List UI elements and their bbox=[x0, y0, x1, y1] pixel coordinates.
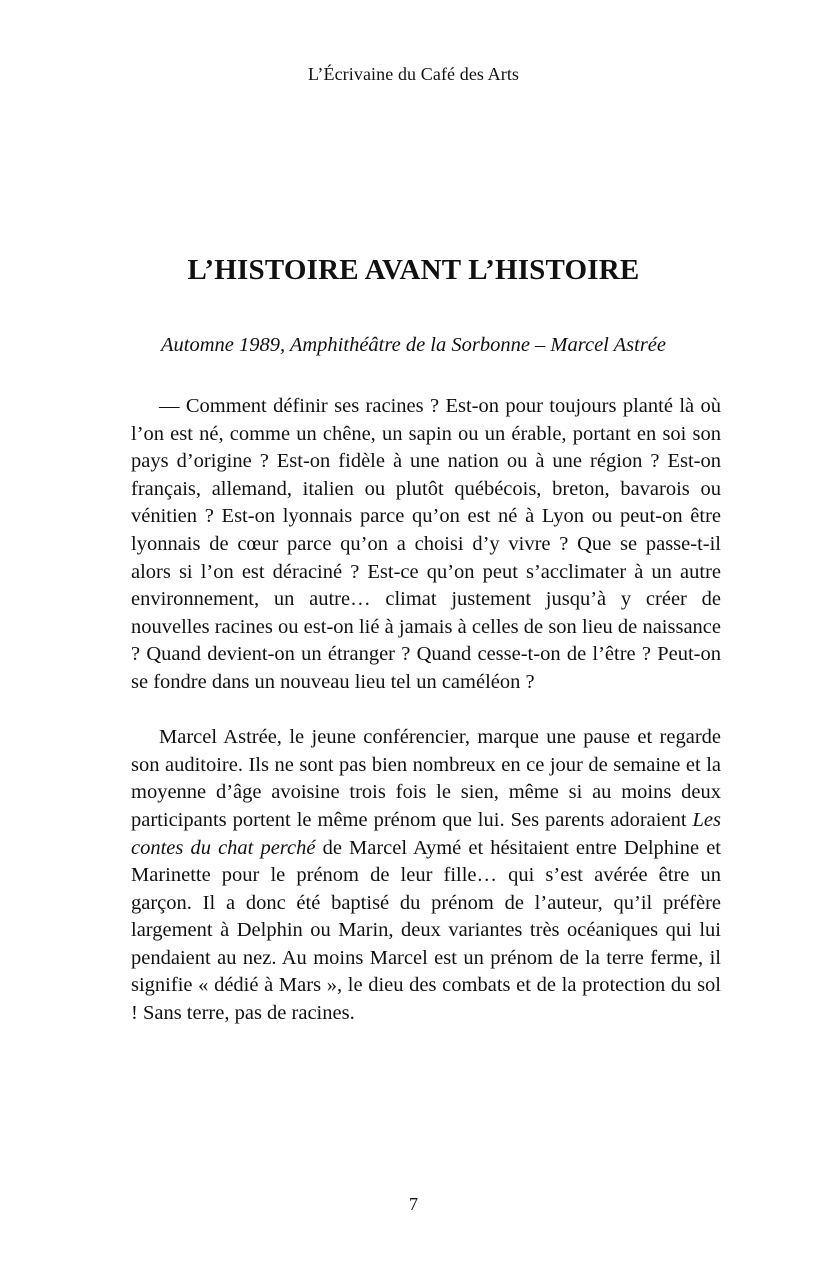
chapter-epigraph: Automne 1989, Amphithéâtre de la Sorbonne – Marcel Astrée bbox=[160, 334, 666, 356]
paragraph-1: — Comment définir ses racines ? Est-on pour toujours planté là où l’on est né, comme un chêne, un sapin ou un érable, portant en soi son pays d’origine ? Est-on fidèle à une nation ou à une région ? Est-on français, allemand, italien ou plutôt québécois, breton, bavarois ou vénitien ? Est-on lyonnais parce qu’on est né à Lyon ou peut-on être lyonnais de cœur parce qu’on a choisi d’y vivre ? Que se passe-t-il alors si l’on est déraciné ? Est-ce qu’on peut s’acclimater à un autre environnement, un autre… climat justement jusqu’à y créer de nouvelles racines ou est-on lié à jamais à celles de son lieu de naissance ? Quand devient-on un étranger ? Quand cesse-t-on de l’être ? Peut-on se fondre dans un nouveau lieu tel un caméléon ? bbox=[131, 395, 721, 693]
running-header: L’Écrivaine du Café des Arts bbox=[307, 64, 520, 84]
page-number: 7 bbox=[409, 1194, 418, 1214]
body-text bbox=[131, 393, 721, 1028]
paragraph-2-start: Marcel Astrée, le jeune conférencier, marque une pause et regarde son auditoire. Ils ne sont pas bien nombreux en ce jour de semaine et la moyenne d’âge avoisine trois fois le sien, même si au moins deux participants portent le même prénom que lui. Ses parents adoraient bbox=[131, 726, 721, 831]
book-title-reference: Les contes du chat perché bbox=[131, 808, 721, 859]
paragraph-2 bbox=[131, 724, 721, 1028]
paragraph-2-end: de Marcel Aymé et hésitaient entre Delphine et Marinette pour le prénom de leur fille… qui s’est avérée être un garçon. Il a donc été baptisé du prénom de l’auteur, qu’il préfère largement à Delphin ou Marin, deux variantes très océaniques qui lui pendaient au nez. Au moins Marcel est un prénom de la terre ferme, il signifie « dédié à Mars », le dieu des combats et de la protection du sol ! Sans terre, pas de racines. bbox=[131, 836, 721, 1025]
chapter-title: L’HISTOIRE AVANT L’HISTOIRE bbox=[187, 254, 640, 286]
